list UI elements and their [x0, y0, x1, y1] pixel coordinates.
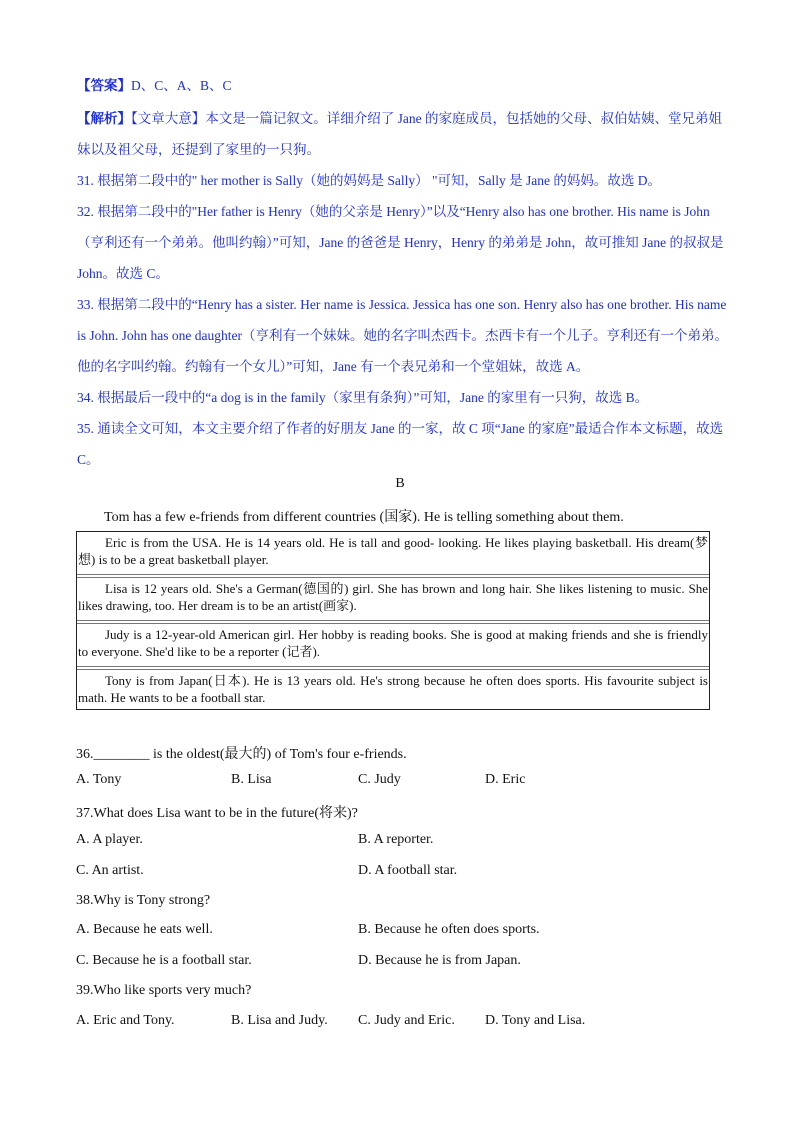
passage-paragraph-tony: Tony is from Japan(日本). He is 13 years old. He's strong because he often does sports. His favourite subject is math. He wants to be a football star.	[78, 673, 708, 705]
analysis-line-34: 34. 根据最后一段中的“a dog is in the family（家里有条狗）”可知，Jane 的家里有一只狗，故选 B。	[77, 390, 649, 405]
question-38-stem: 38.Why is Tony strong?	[76, 893, 211, 908]
question-38-option-d[interactable]: D. Because he is from Japan.	[358, 953, 521, 968]
question-36-option-d[interactable]: D. Eric	[485, 772, 526, 787]
question-36-option-b[interactable]: B. Lisa	[231, 772, 272, 787]
question-39-option-d[interactable]: D. Tony and Lisa.	[485, 1013, 586, 1028]
question-37-option-c[interactable]: C. An artist.	[76, 863, 144, 878]
analysis-line-35: 35. 通读全文可知，本文主要介绍了作者的好朋友 Jane 的一家，故 C 项“Jane 的家庭”最适合作本文标题，故选 C。	[77, 421, 724, 467]
answer-line	[77, 74, 232, 94]
section-b-intro: Tom has a few e-friends from different countries (国家). He is telling something about them.	[104, 510, 624, 525]
passage-paragraph-lisa: Lisa is 12 years old. She's a German(德国的) girl. She has brown and long hair. She likes listening to music. She likes drawing, too. Her dream is to be an artist(画家).	[78, 581, 708, 613]
question-39-option-c[interactable]: C. Judy and Eric.	[358, 1013, 455, 1028]
question-39-option-a[interactable]: A. Eric and Tony.	[76, 1013, 175, 1028]
question-38-option-c[interactable]: C. Because he is a football star.	[76, 953, 252, 968]
passage-paragraph-judy: Judy is a 12-year-old American girl. Her hobby is reading books. She is good at making friends and she is friendly to everyone. She'd like to be a reporter (记者).	[78, 627, 708, 659]
question-39-option-b[interactable]: B. Lisa and Judy.	[231, 1013, 328, 1028]
answer-text: D、C、A、B、C	[131, 78, 232, 93]
analysis-line-0: 【文章大意】本文是一篇记叙文。详细介绍了 Jane 的家庭成员，包括她的父母、叔伯姑姨、堂兄弟姐妹以及祖父母，还提到了家里的一只狗。	[77, 111, 722, 157]
question-36-option-c[interactable]: C. Judy	[358, 772, 401, 787]
passage-box	[76, 531, 710, 710]
analysis-label: 【解析】	[77, 111, 131, 126]
analysis-line-32: 32. 根据第二段中的"Her father is Henry（她的父亲是 Henry）”以及“Henry also has one brother. His name is John（亨利还有一个弟弟。他叫约翰）”可知，Jane 的爸爸是 Henry，Henry 的弟弟是 John，故可推知 Jane 的叔叔是 John。故选 C。	[77, 204, 724, 281]
question-36-stem: 36.________ is the oldest(最大的) of Tom's four e-friends.	[76, 747, 407, 762]
passage-paragraph-eric: Eric is from the USA. He is 14 years old. He is tall and good- looking. He likes playing basketball. His dream(梦想) is to be a great basketball player.	[78, 535, 708, 567]
analysis-block	[77, 103, 732, 475]
answer-label: 【答案】	[77, 78, 131, 93]
question-38-option-b[interactable]: B. Because he often does sports.	[358, 922, 540, 937]
question-37-option-d[interactable]: D. A football star.	[358, 863, 458, 878]
analysis-summary	[77, 103, 732, 165]
question-37-stem: 37.What does Lisa want to be in the future(将来)?	[76, 806, 358, 821]
section-b-heading: B	[395, 476, 405, 491]
analysis-line-33: 33. 根据第二段中的“Henry has a sister. Her name is Jessica. Jessica has one son. Henry also has one brother. His name is John. John has one daughter（亨利有一个妹妹。她的名字叫杰西卡。杰西卡有一个儿子。亨利还有一个弟弟。他的名字叫约翰。约翰有一个女儿）”可知，Jane 有一个表兄弟和一个堂姐妹，故选 A。	[77, 297, 728, 374]
question-37-option-b[interactable]: B. A reporter.	[358, 832, 434, 847]
question-37-option-a[interactable]: A. A player.	[76, 832, 143, 847]
question-39-stem: 39.Who like sports very much?	[76, 983, 252, 998]
question-36-option-a[interactable]: A. Tony	[76, 772, 122, 787]
question-38-option-a[interactable]: A. Because he eats well.	[76, 922, 213, 937]
analysis-line-31: 31. 根据第二段中的" her mother is Sally（她的妈妈是 Sally） "可知，Sally 是 Jane 的妈妈。故选 D。	[77, 173, 661, 188]
